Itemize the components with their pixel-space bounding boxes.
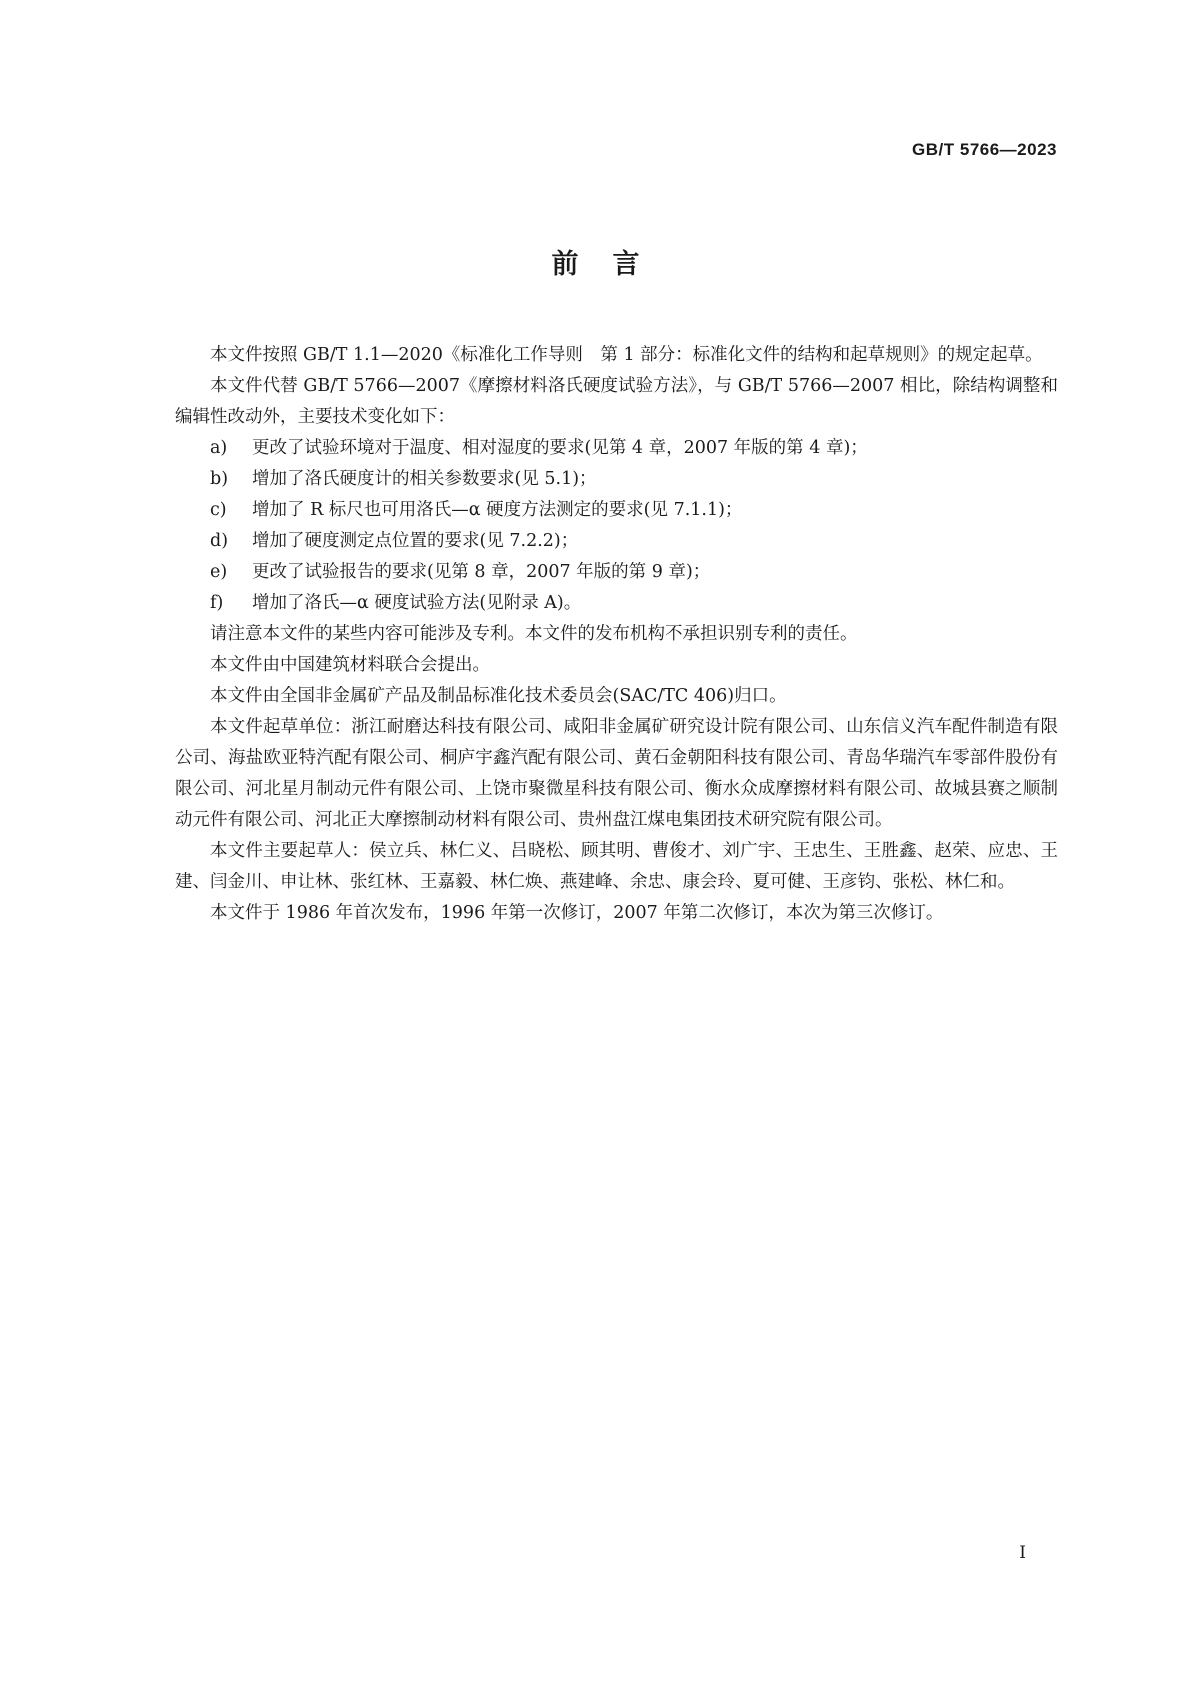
list-item [175, 464, 1058, 495]
page-title: 前言 [551, 249, 674, 280]
list-item-text: 更改了试验环境对于温度、相对湿度的要求(见第 4 章，2007 年版的第 4 章)； [252, 438, 868, 458]
list-item [175, 557, 1058, 588]
paragraph-drafters: 本文件主要起草人：侯立兵、林仁义、吕晓松、顾其明、曹俊才、刘广宇、王忠生、王胜鑫、赵荣、应忠、王建、闫金川、申让林、张红林、王嘉毅、林仁焕、燕建峰、余忠、康会玲、夏可健、王彦钧、张松、林仁和。 [175, 841, 1058, 892]
list-marker: c) [210, 500, 227, 520]
list-marker: e) [210, 562, 228, 582]
technical-changes-list [175, 433, 1058, 619]
list-item-text: 增加了硬度测定点位置的要求(见 7.2.2)； [252, 531, 579, 551]
paragraph-proposed-by: 本文件由中国建筑材料联合会提出。 [210, 655, 490, 675]
paragraph-technical-committee: 本文件由全国非金属矿产品及制品标准化技术委员会(SAC/TC 406)归口。 [210, 686, 787, 706]
list-item [175, 433, 1058, 464]
standard-number: GB/T 5766—2023 [912, 140, 1057, 159]
paragraph-drafting-units: 本文件起草单位：浙江耐磨达科技有限公司、咸阳非金属矿研究设计院有限公司、山东信义汽车配件制造有限公司、海盐欧亚特汽配有限公司、桐庐宇鑫汽配有限公司、黄石金朝阳科技有限公司、青岛华瑞汽车零部件股份有限公司、河北星月制动元件有限公司、上饶市聚微星科技有限公司、衡水众成摩擦材料有限公司、故城县赛之顺制动元件有限公司、河北正大摩擦制动材料有限公司、贵州盘江煤电集团技术研究院有限公司。 [175, 717, 1058, 830]
list-item-text: 增加了洛氏硬度计的相关参数要求(见 5.1)； [252, 469, 597, 489]
list-marker: f) [210, 593, 224, 613]
paragraph-patent-notice: 请注意本文件的某些内容可能涉及专利。本文件的发布机构不承担识别专利的责任。 [210, 624, 858, 644]
paragraph-drafting-rules: 本文件按照 GB/T 1.1—2020《标准化工作导则 第 1 部分：标准化文件的结构和起草规则》的规定起草。 [210, 345, 1043, 365]
list-item [175, 588, 1058, 619]
list-item-text: 增加了洛氏—α 硬度试验方法(见附录 A)。 [252, 593, 582, 613]
page-number: I [1019, 1543, 1026, 1563]
list-item [175, 526, 1058, 557]
list-item-text: 更改了试验报告的要求(见第 8 章，2007 年版的第 9 章)； [252, 562, 711, 582]
paragraph-replacement: 本文件代替 GB/T 5766—2007《摩擦材料洛氏硬度试验方法》，与 GB/T 5766—2007 相比，除结构调整和编辑性改动外，主要技术变化如下： [175, 376, 1058, 427]
list-item [175, 495, 1058, 526]
list-marker: b) [210, 469, 229, 489]
list-marker: a) [210, 438, 228, 458]
paragraph-revision-history: 本文件于 1986 年首次发布，1996 年第一次修订，2007 年第二次修订，本次为第三次修订。 [210, 903, 944, 923]
list-item-text: 增加了 R 标尺也可用洛氏—α 硬度方法测定的要求(见 7.1.1)； [252, 500, 743, 520]
foreword-body [175, 340, 1058, 929]
list-marker: d) [210, 531, 229, 551]
